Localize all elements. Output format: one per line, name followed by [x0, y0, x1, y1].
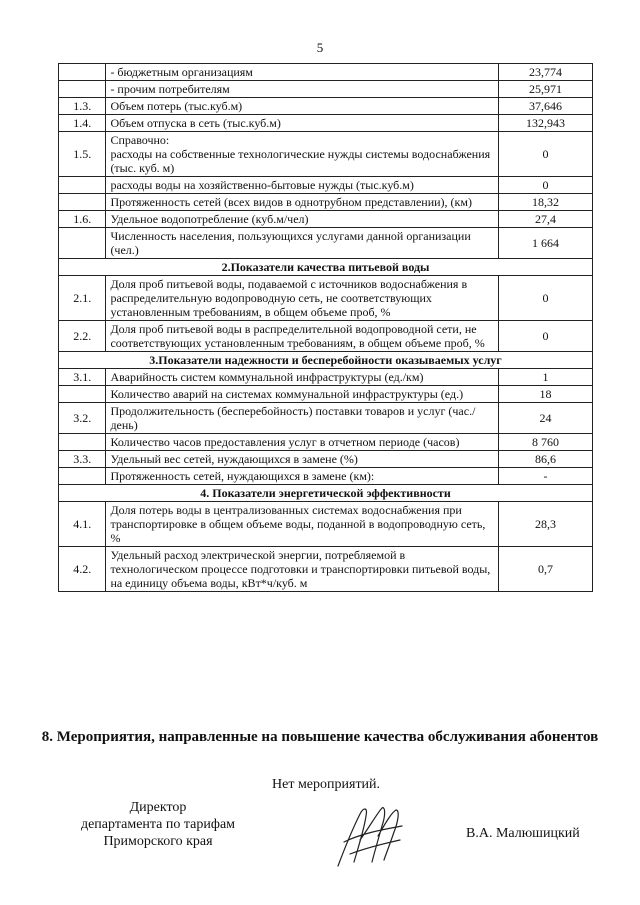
handwritten-signature [330, 800, 410, 872]
row-description: Объем потерь (тыс.куб.м) [106, 98, 499, 115]
table-row [59, 132, 593, 177]
director-position: Директор департамента по тарифам Приморского края [80, 800, 236, 849]
row-value: - [499, 468, 593, 485]
table-row [59, 81, 593, 98]
table-row [59, 194, 593, 211]
row-description: Численность населения, пользующихся услугами данной организации (чел.) [106, 228, 499, 259]
row-number [59, 228, 106, 259]
row-value: 0 [499, 132, 593, 177]
section-heading-row [59, 352, 593, 369]
table-row [59, 451, 593, 468]
indicators-table [58, 63, 593, 592]
row-description: Удельный вес сетей, нуждающихся в замене (%) [106, 451, 499, 468]
row-value: 132,943 [499, 115, 593, 132]
row-value: 24 [499, 403, 593, 434]
row-number: 3.2. [59, 403, 106, 434]
row-description: Количество аварий на системах коммунальной инфраструктуры (ед.) [106, 386, 499, 403]
table-row [59, 369, 593, 386]
section-heading: 2.Показатели качества питьевой воды [59, 259, 593, 276]
table-row [59, 434, 593, 451]
row-description: Протяженность сетей, нуждающихся в замене (км): [106, 468, 499, 485]
row-description: Количество часов предоставления услуг в отчетном периоде (часов) [106, 434, 499, 451]
section-heading-row [59, 259, 593, 276]
row-number [59, 434, 106, 451]
row-number: 1.6. [59, 211, 106, 228]
row-value: 0 [499, 177, 593, 194]
table-row [59, 276, 593, 321]
row-value: 0 [499, 276, 593, 321]
row-value: 25,971 [499, 81, 593, 98]
row-description: - бюджетным организациям [106, 64, 499, 81]
row-value: 0,7 [499, 547, 593, 592]
row-description: Продолжительность (бесперебойность) поставки товаров и услуг (час./день) [106, 403, 499, 434]
row-number: 4.1. [59, 502, 106, 547]
table-row [59, 98, 593, 115]
row-number [59, 386, 106, 403]
row-number: 3.1. [59, 369, 106, 386]
table-row [59, 177, 593, 194]
row-description: Объем отпуска в сеть (тыс.куб.м) [106, 115, 499, 132]
row-value: 18,32 [499, 194, 593, 211]
section-heading: 4. Показатели энергетической эффективности [59, 485, 593, 502]
row-number [59, 64, 106, 81]
row-value: 27,4 [499, 211, 593, 228]
row-description: Удельное водопотребление (куб.м/чел) [106, 211, 499, 228]
indicators-table-body [59, 64, 593, 592]
row-description: расходы воды на хозяйственно-бытовые нужды (тыс.куб.м) [106, 177, 499, 194]
table-row [59, 211, 593, 228]
row-description: Аварийность систем коммунальной инфраструктуры (ед./км) [106, 369, 499, 386]
row-value: 0 [499, 321, 593, 352]
row-number: 1.3. [59, 98, 106, 115]
row-number: 1.4. [59, 115, 106, 132]
table-row [59, 547, 593, 592]
table-row [59, 64, 593, 81]
row-value: 23,774 [499, 64, 593, 81]
row-description: Справочно: расходы на собственные технологические нужды системы водоснабжения (тыс. куб. м) [106, 132, 499, 177]
row-description: Доля проб питьевой воды, подаваемой с источников водоснабжения в распределительную водопроводную сеть, не соответствующих установленным требованиям, в общем объеме проб, % [106, 276, 499, 321]
table-row [59, 228, 593, 259]
row-description: Доля проб питьевой воды в распределительной водопроводной сети, не соответствующих установленным требованиям, в общем объеме проб, % [106, 321, 499, 352]
row-number: 1.5. [59, 132, 106, 177]
row-value: 28,3 [499, 502, 593, 547]
table-row [59, 386, 593, 403]
row-number: 3.3. [59, 451, 106, 468]
row-number [59, 177, 106, 194]
row-number: 2.2. [59, 321, 106, 352]
row-value: 37,646 [499, 98, 593, 115]
table-row [59, 115, 593, 132]
row-value: 8 760 [499, 434, 593, 451]
table-row [59, 468, 593, 485]
section-heading-row [59, 485, 593, 502]
table-row [59, 403, 593, 434]
row-value: 86,6 [499, 451, 593, 468]
row-number [59, 81, 106, 98]
signer-name: В.А. Малюшицкий [466, 826, 580, 841]
section-8-heading: 8. Мероприятия, направленные на повышение качества обслуживания абонентов [41, 729, 599, 745]
row-number [59, 194, 106, 211]
row-number [59, 468, 106, 485]
row-number: 2.1. [59, 276, 106, 321]
table-row [59, 502, 593, 547]
row-value: 18 [499, 386, 593, 403]
row-description: Удельный расход электрической энергии, потребляемой в технологическом процессе подготовки и транспортировки питьевой воды, на единицу объема воды, кВт*ч/куб. м [106, 547, 499, 592]
row-value: 1 664 [499, 228, 593, 259]
row-description: Доля потерь воды в централизованных системах водоснабжения при транспортировке в общем объеме воды, поданной в водопроводную сеть, % [106, 502, 499, 547]
section-heading: 3.Показатели надежности и бесперебойности оказываемых услуг [59, 352, 593, 369]
row-value: 1 [499, 369, 593, 386]
page-number: 5 [316, 40, 324, 55]
row-description: - прочим потребителям [106, 81, 499, 98]
row-description: Протяженность сетей (всех видов в однотрубном представлении), (км) [106, 194, 499, 211]
table-row [59, 321, 593, 352]
row-number: 4.2. [59, 547, 106, 592]
no-measures-text: Нет мероприятий. [272, 777, 381, 792]
